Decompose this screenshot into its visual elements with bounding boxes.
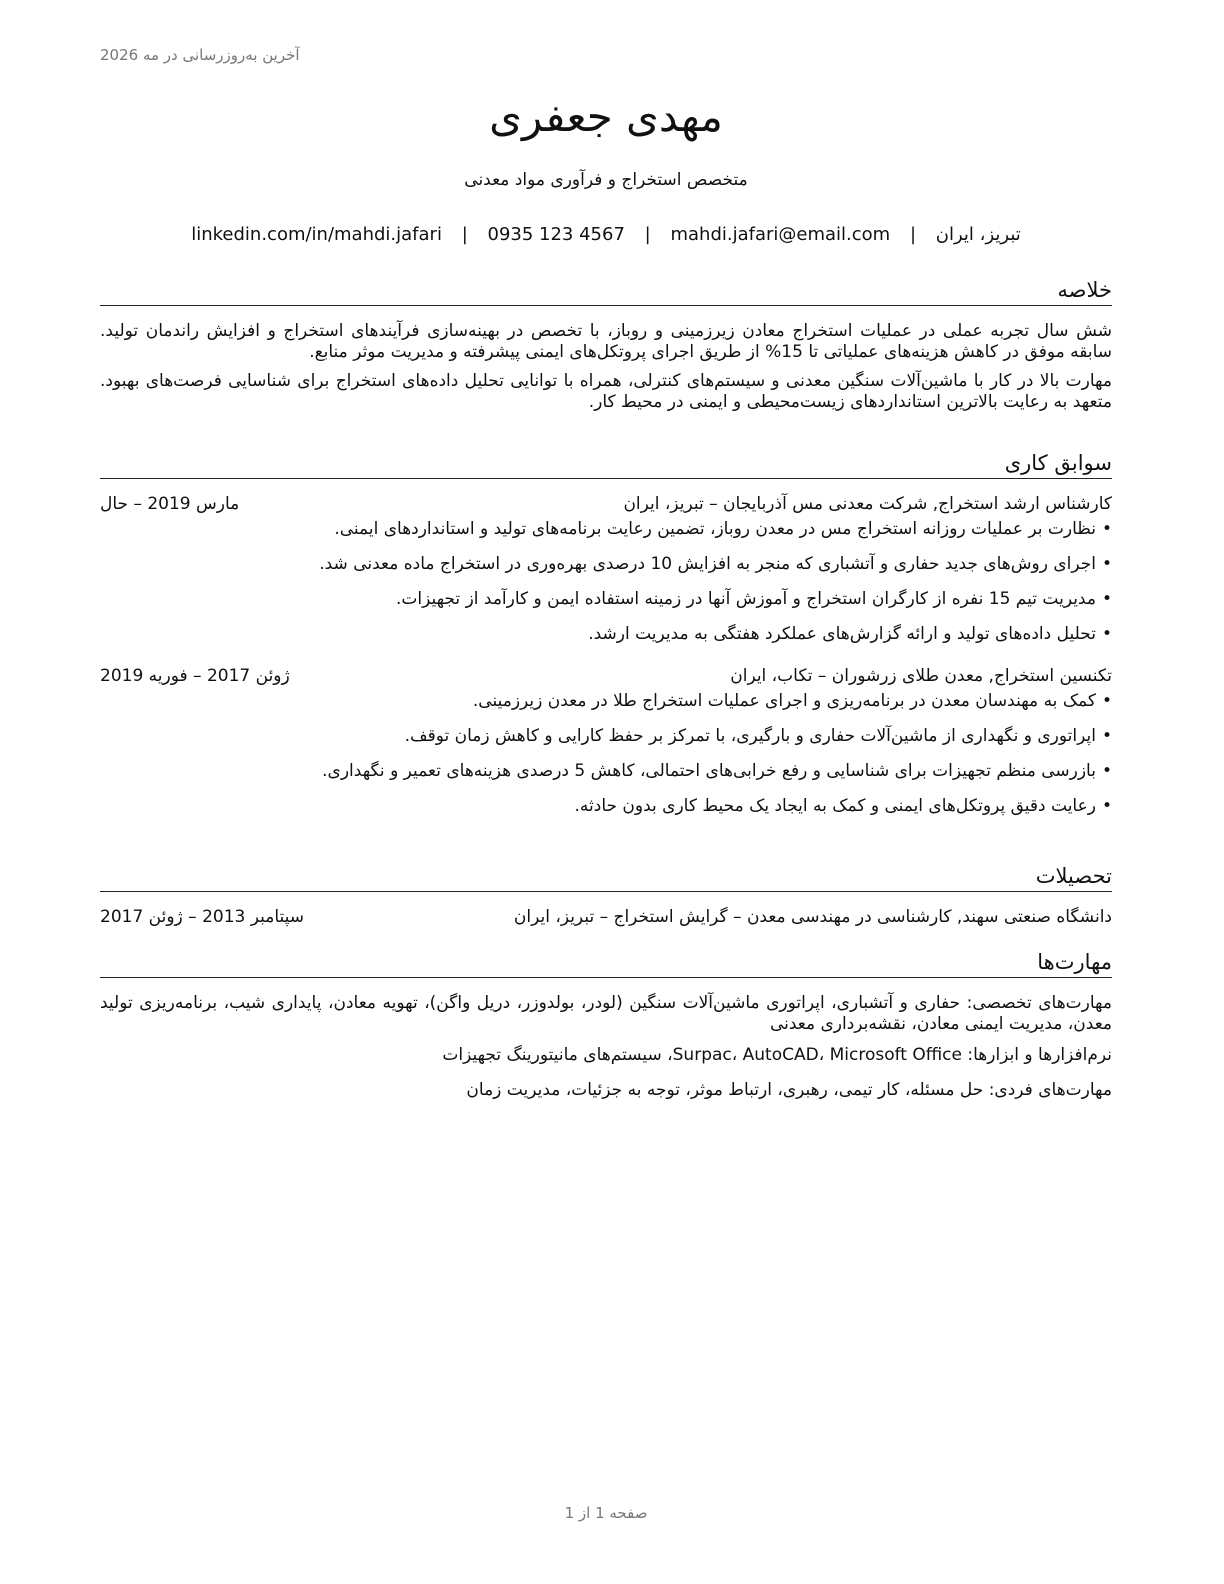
contact-location: تبریز، ایران bbox=[935, 224, 1021, 245]
job-bullet: • اپراتوری و نگهداری از ماشین‌آلات حفاری و بارگیری، با تمرکز بر حفظ کارایی و کاهش زمان توقف. bbox=[100, 725, 1112, 747]
summary-section bbox=[100, 276, 1112, 413]
job-bullet: • بازرسی منظم تجهیزات برای شناسایی و رفع خرابی‌های احتمالی، کاهش 5 درصدی هزینه‌های تعمیر و نگهداری. bbox=[100, 760, 1112, 782]
education-title: تحصیلات bbox=[100, 862, 1112, 892]
skills-section bbox=[100, 948, 1112, 1101]
last-updated: آخرین به‌روزرسانی در مه 2026 bbox=[100, 46, 300, 64]
job-bullet: • تحلیل داده‌های تولید و ارائه گزارش‌های عملکرد هفتگی به مدیریت ارشد. bbox=[100, 623, 1112, 645]
education-entry: دانشگاه صنعتی سهند, کارشناسی در مهندسی معدن – گرایش استخراج – تبریز، ایران bbox=[513, 907, 1112, 927]
experience-title: سوابق کاری bbox=[100, 449, 1112, 479]
contact-email[interactable]: mahdi.jafari@email.com bbox=[670, 224, 891, 245]
education-dates: سپتامبر 2013 – ژوئن 2017 bbox=[100, 907, 305, 927]
job-title: تکنسین استخراج, معدن طلای زرشوران – تکاب، ایران bbox=[730, 666, 1112, 686]
job-entry bbox=[100, 493, 1112, 645]
skills-line: نرم‌افزارها و ابزارها: Surpac، AutoCAD، Microsoft Office، سیستم‌های مانیتورینگ تجهیزات bbox=[442, 1045, 1112, 1065]
resume-page bbox=[100, 0, 1112, 1584]
job-bullet: • مدیریت تیم 15 نفره از کارگران استخراج و آموزش آنها در زمینه استفاده ایمن و کارآمد از تجهیزات. bbox=[100, 588, 1112, 610]
candidate-headline: متخصص استخراج و فرآوری مواد معدنی bbox=[464, 170, 748, 190]
contact-separator: | bbox=[461, 224, 468, 245]
skills-title: مهارت‌ها bbox=[100, 948, 1112, 978]
page-number: صفحه 1 از 1 bbox=[564, 1504, 648, 1522]
skills-line: مهارت‌های تخصصی: حفاری و آتشباری، اپراتوری ماشین‌آلات سنگین (لودر، بولدوزر، دریل واگن)، تهویه معادن، پایداری شیب، برنامه‌ریزی تولید معدن، مدیریت ایمنی معادن، نقشه‌برداری معدنی bbox=[100, 993, 1112, 1034]
contact-separator: | bbox=[644, 224, 651, 245]
job-bullet: • رعایت دقیق پروتکل‌های ایمنی و کمک به ایجاد یک محیط کاری بدون حادثه. bbox=[100, 795, 1112, 817]
education-section bbox=[100, 862, 1112, 928]
summary-paragraph: شش سال تجربه عملی در عملیات استخراج معادن زیرزمینی و روباز، با تخصص در بهینه‌سازی فرآیندهای استخراج و افزایش راندمان تولید. سابقه موفق در کاهش هزینه‌های عملیاتی تا 15% از طریق اجرای پروتکل‌های ایمنی پیشرفته و مدیریت موثر منابع. bbox=[100, 321, 1112, 362]
skills-line: مهارت‌های فردی: حل مسئله، کار تیمی، رهبری، ارتباط موثر، توجه به جزئیات، مدیریت زمان bbox=[466, 1080, 1112, 1100]
job-dates: مارس 2019 – حال bbox=[100, 494, 240, 514]
summary-title: خلاصه bbox=[100, 276, 1112, 306]
summary-paragraph: مهارت بالا در کار با ماشین‌آلات سنگین معدنی و سیستم‌های کنترلی، همراه با توانایی تحلیل داده‌های استخراج برای شناسایی فرصت‌های بهبود. متعهد به رعایت بالاترین استانداردهای زیست‌محیطی و ایمنی در محیط کار. bbox=[100, 371, 1112, 412]
experience-section bbox=[100, 449, 1112, 830]
job-entry bbox=[100, 665, 1112, 817]
job-bullet: • کمک به مهندسان معدن در برنامه‌ریزی و اجرای عملیات استخراج طلا در معدن زیرزمینی. bbox=[100, 690, 1112, 712]
job-dates: ژوئن 2017 – فوریه 2019 bbox=[100, 666, 290, 686]
contact-separator: | bbox=[909, 224, 917, 245]
job-title: کارشناس ارشد استخراج, شرکت معدنی مس آذربایجان – تبریز، ایران bbox=[623, 494, 1112, 514]
contact-linkedin[interactable]: linkedin.com/in/mahdi.jafari bbox=[191, 224, 442, 245]
contact-phone: 0935 123 4567 bbox=[487, 224, 625, 245]
candidate-name: مهدی جعفری bbox=[489, 92, 723, 141]
contact-line bbox=[100, 224, 1112, 245]
job-bullet: • اجرای روش‌های جدید حفاری و آتشباری که منجر به افزایش 10 درصدی بهره‌وری در استخراج ماده معدنی شد. bbox=[100, 553, 1112, 575]
job-bullet: • نظارت بر عملیات روزانه استخراج مس در معدن روباز، تضمین رعایت برنامه‌های تولید و استانداردهای ایمنی. bbox=[100, 518, 1112, 540]
